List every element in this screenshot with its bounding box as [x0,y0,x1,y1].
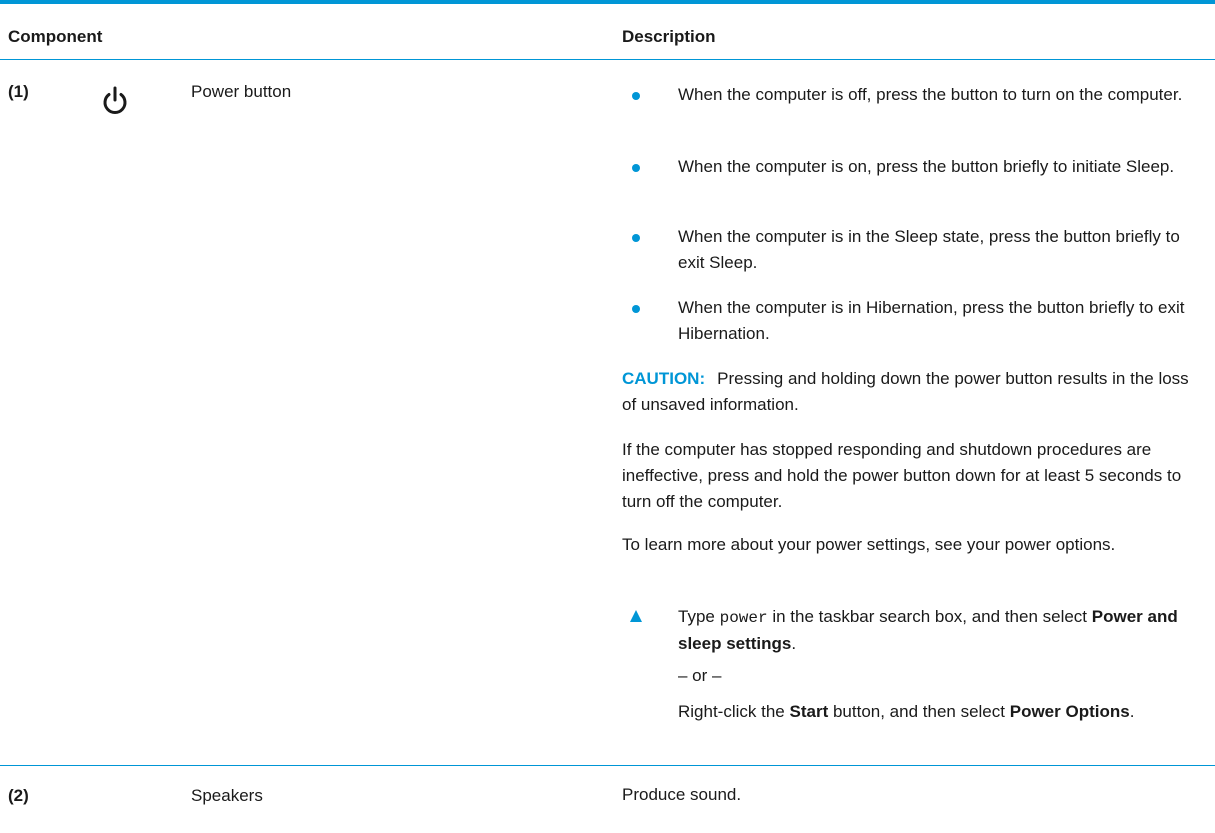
header-rule [0,59,1215,60]
header-component: Component [8,27,103,46]
bullet-icon [632,305,640,313]
bullet-icon [632,164,640,172]
paragraph-unresponsive: If the computer has stopped responding and shutdown procedures are ineffective, press and hold the power button down for at least 5 seconds to turn off the computer. [622,440,1182,511]
power-icon [100,84,130,123]
table-top-rule [0,0,1215,4]
caution-label: CAUTION: [622,369,706,388]
header-description: Description [622,27,716,46]
row-divider [0,765,1215,766]
bullet-icon [632,234,640,242]
row-number: (1) [8,82,29,101]
paragraph-learn-more: To learn more about your power settings, see your power options. [622,535,1116,554]
or-separator: – or – [678,666,722,685]
row-number: (2) [8,786,29,805]
alternate-step: Right-click the Start button, and then select Power Options. [678,702,1135,721]
component-name: Speakers [191,786,263,805]
code-text: power [719,609,768,627]
component-table: Component Description (1) Power button When the computer is off, press the button to turn on the computer. When the computer is on, press the button briefly to initiate Sleep. When the computer is in the Sleep state, press the button briefly to exit Sleep. When the computer is in Hibernation, press the button briefly to exit Hibernation. CAUTION: Pressing and holding down the power button results in the loss of unsaved information. If the computer has stopped responding and shutdown procedures are ineffective, press and hold the power button down for at least 5 seconds to turn off the computer. To learn more about your power settings, see your power options. Type power in the taskbar search box, and then select Power and sleep settings. – or – Right-click the Start button, and then select Power Options. (2) Speakers Produce sound. [0,0,1215,833]
bold-setting: Power and sleep settings [678,607,1178,653]
component-name: Power button [191,82,292,101]
bullet-icon [632,92,640,100]
step-triangle-icon [630,610,642,622]
caution-note: CAUTION: Pressing and holding down the power button results in the loss of unsaved information. [622,369,1189,414]
component-description: Produce sound. [622,785,742,804]
